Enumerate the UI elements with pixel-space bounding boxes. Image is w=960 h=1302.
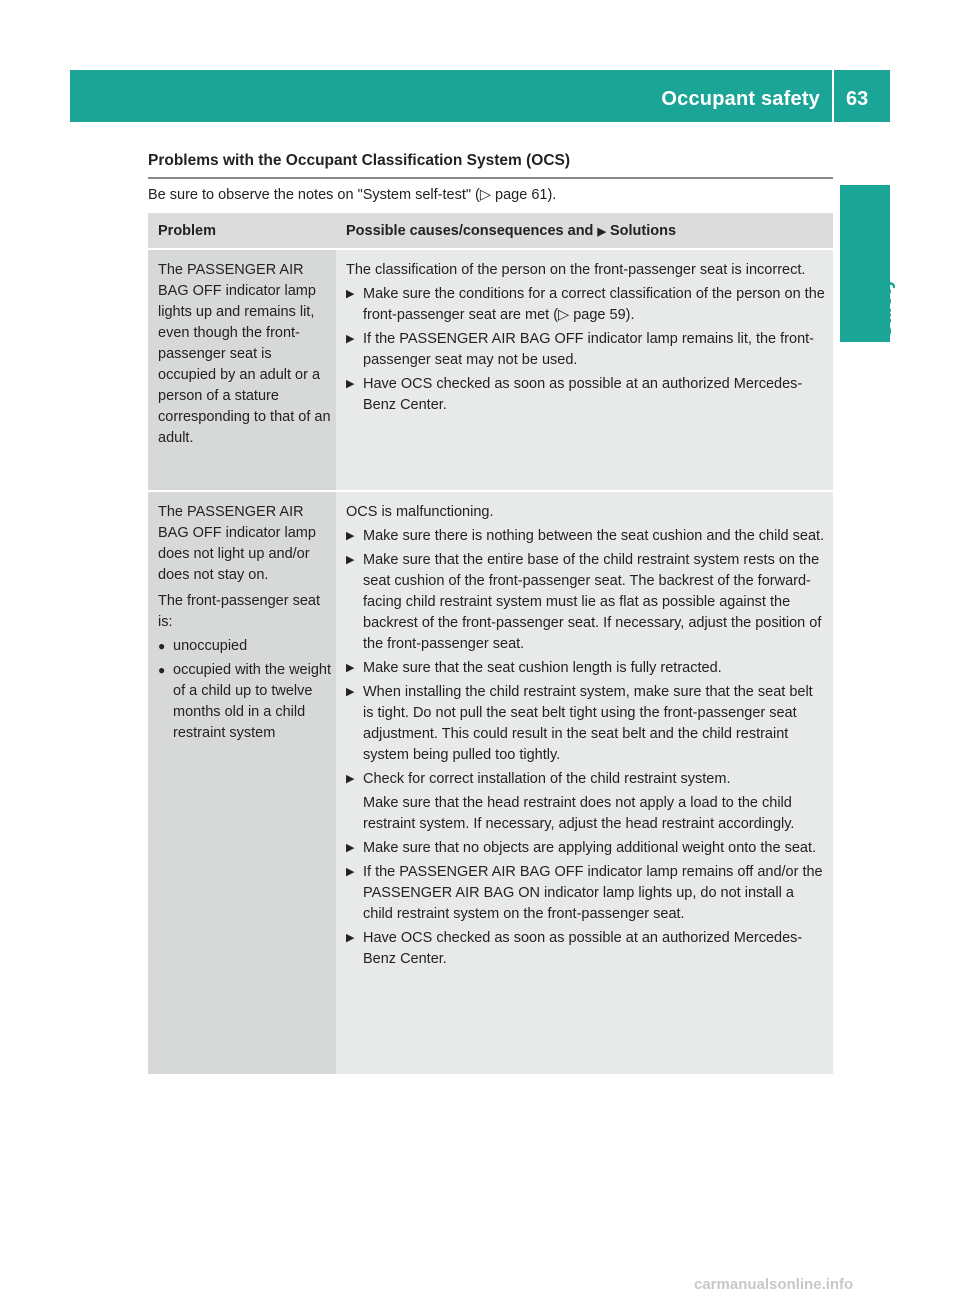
cause-text: OCS is malfunctioning. (346, 504, 494, 520)
solution-step (346, 838, 825, 859)
triangle-right-icon: ▶ (346, 378, 355, 390)
column-header-problem: Problem (148, 213, 336, 248)
triangle-right-icon: ▶ (346, 842, 355, 854)
solution-text: Check for correct installation of the child restraint system. (363, 771, 731, 787)
solution-step (346, 526, 825, 547)
solution-text: Make sure that no objects are applying additional weight onto the seat. (363, 840, 817, 856)
intro-text: Be sure to observe the notes on "System self-test" (▷ page 61). (148, 187, 557, 203)
solution-step (346, 374, 825, 416)
list-item-text: occupied with the weight of a child up to twelve months old in a child restraint system (173, 662, 331, 741)
solution-text: Have OCS checked as soon as possible at an authorized Mercedes-Benz Center. (363, 930, 803, 967)
heading-divider (148, 177, 833, 179)
problem-cell: The PASSENGER AIR BAG OFF indicator lamp lights up and remains lit, even though the front-passenger seat is occupied by an adult or a person of a stature corresponding to that of an adult. (148, 248, 336, 490)
solution-cell (336, 248, 833, 490)
triangle-right-icon: ▶ (346, 866, 355, 878)
solution-step (346, 658, 825, 679)
solution-text: Make sure that the seat cushion length is fully retracted. (363, 660, 722, 676)
bullet-icon: ● (158, 639, 166, 653)
column-header-text-solutions: Solutions (609, 223, 677, 239)
list-item-text: unoccupied (173, 638, 248, 654)
table-row (148, 248, 833, 490)
watermark: carmanualsonline.info (694, 1276, 854, 1293)
solution-step (346, 769, 825, 790)
solution-text: Make sure that the entire base of the child restraint system rests on the seat cushion of the front-passenger seat. The backrest of the forward-facing child restraint system must lie as flat as possible against the backrest of the front-passenger seat. If necessary, adjust the position of the front-passenger seat. (363, 552, 822, 652)
triangle-right-icon: ▶ (346, 333, 355, 345)
solution-step (346, 928, 825, 970)
solution-cell (336, 490, 833, 1074)
solution-text: Have OCS checked as soon as possible at an authorized Mercedes-Benz Center. (363, 376, 803, 413)
solution-text: Make sure there is nothing between the seat cushion and the child seat. (363, 528, 825, 544)
bullet-icon: ● (158, 663, 166, 677)
solution-note: Make sure that the head restraint does not apply a load to the child restraint system. If necessary, adjust the head restraint accordingly. (363, 795, 795, 832)
page-title: Problems with the Occupant Classification System (OCS) (148, 152, 571, 169)
triangle-right-icon: ▶ (346, 932, 355, 944)
ocs-problems-table (148, 213, 833, 1074)
triangle-right-icon: ▶ (346, 530, 355, 542)
solution-step (346, 550, 825, 655)
triangle-right-icon: ▶ (346, 662, 355, 674)
triangle-right-icon: ▶ (346, 554, 355, 566)
problem-cell (148, 490, 336, 1074)
column-header-solutions (336, 213, 833, 248)
problem-subtext: The front-passenger seat is: (158, 593, 321, 630)
side-tab-label: Safety (874, 277, 896, 338)
solution-text: If the PASSENGER AIR BAG OFF indicator lamp remains lit, the front-passenger seat may not be used. (363, 331, 814, 368)
triangle-right-icon: ▶ (346, 288, 355, 300)
table-row (148, 490, 833, 1074)
header-divider (832, 70, 834, 122)
page-number: 63 (846, 88, 869, 110)
solution-step (346, 329, 825, 371)
list-item (158, 660, 332, 744)
column-header-text: Possible causes/consequences and (346, 223, 594, 239)
triangle-right-icon: ▶ (346, 686, 355, 698)
triangle-right-icon: ▶ (346, 773, 355, 785)
problem-text: The PASSENGER AIR BAG OFF indicator lamp does not light up and/or does not stay on. (158, 504, 316, 583)
list-item (158, 636, 332, 657)
solution-text: When installing the child restraint system, make sure that the seat belt is tight. Do not pull the seat belt tight using the front-passenger seat adjustment. This could result in the seat belt and the child restraint system being pulled too tightly. (363, 684, 813, 763)
section-title: Occupant safety (661, 88, 820, 110)
solution-text: If the PASSENGER AIR BAG OFF indicator lamp remains off and/or the PASSENGER AIR BAG ON indicator lamp lights up, do not install a child restraint system on the front-passenger seat. (363, 864, 823, 922)
solution-step (346, 682, 825, 766)
solution-step (346, 862, 825, 925)
cause-text: The classification of the person on the front-passenger seat is incorrect. (346, 262, 806, 278)
triangle-right-icon: ▶ (597, 226, 606, 238)
table-header-row (148, 213, 833, 248)
solution-step (346, 284, 825, 326)
solution-text: Make sure the conditions for a correct classification of the person on the front-passenger seat are met (▷ page 59). (363, 286, 825, 323)
